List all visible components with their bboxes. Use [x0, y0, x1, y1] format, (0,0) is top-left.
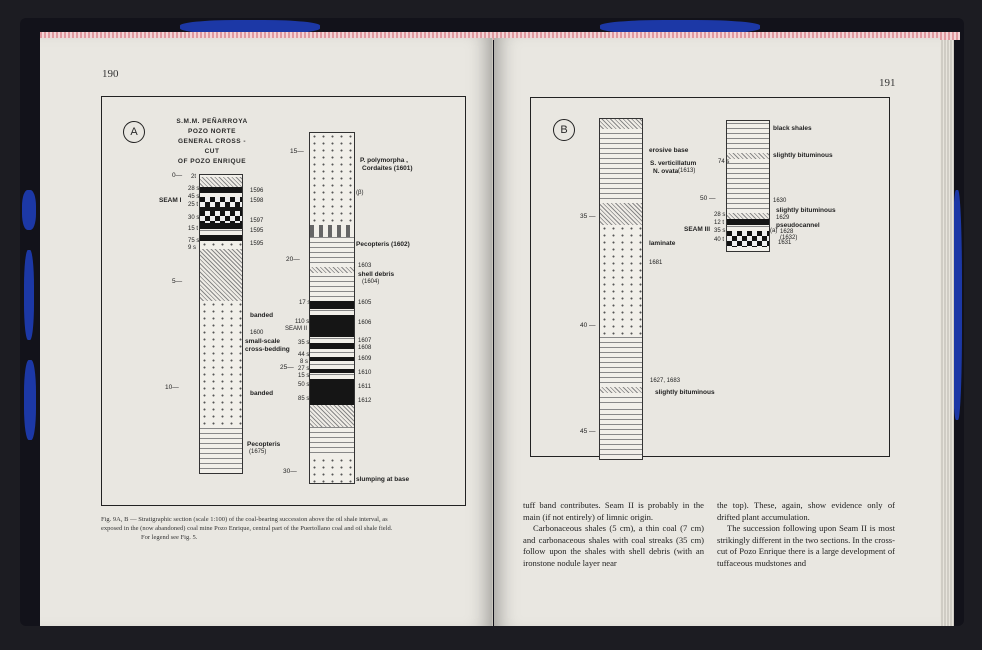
annotation: slightly bituminous: [776, 207, 836, 214]
thickness-label: 44 s: [298, 352, 310, 358]
sample-code: 1681: [649, 260, 663, 266]
sample-code: 1630: [773, 198, 787, 204]
text-column-2: the top). These, again, show evidence only of drifted plant accumulation. The succession following upon Seam II is most strikingly different in the two sections. In the cross-cut of Pozo Enrique there is a large development of tuffaceous mudstones and: [717, 500, 895, 568]
sample-code: 1598: [250, 198, 264, 204]
marbled-endpaper: [22, 190, 36, 230]
annotation: Pecopteris: [247, 441, 281, 448]
sample-code: 1629: [776, 215, 790, 221]
thickness-label: 35 s: [298, 340, 310, 346]
annotation: 1603: [358, 263, 372, 269]
depth-tick: 10—: [165, 384, 179, 391]
annotation: erosive base: [649, 147, 689, 154]
thickness-label: 27 s: [298, 366, 310, 372]
strat-column-b1: [599, 118, 643, 460]
strat-column-a2: [309, 132, 355, 484]
sample-code: 1606: [358, 320, 372, 326]
depth-tick: 5—: [172, 278, 183, 285]
depth-tick: 40 —: [580, 322, 596, 329]
thickness-label: (a): [770, 228, 778, 234]
thickness-label: 85 s: [298, 396, 310, 402]
page-edge-right: [940, 40, 954, 626]
thickness-label: 74 s: [718, 159, 730, 165]
thickness-label: 75 s: [188, 238, 200, 244]
annotation: banded: [250, 312, 274, 319]
strat-column-b2: [726, 120, 770, 252]
depth-tick: 30—: [283, 468, 297, 475]
thickness-label: 110 s: [295, 319, 310, 325]
sample-code: 1595: [250, 228, 264, 234]
sample-code: (1613): [678, 168, 696, 174]
annotation: slightly bituminous: [773, 152, 833, 159]
thickness-label: 25 t: [188, 202, 199, 208]
sample-code: 1609: [358, 356, 372, 362]
marbled-endpaper: [24, 360, 36, 440]
thickness-label: 12 t: [714, 220, 725, 226]
thickness-label: 17 s: [299, 300, 311, 306]
thickness-label: 45 s: [188, 194, 200, 200]
sample-code: 1610: [358, 370, 372, 376]
annotation: shell debris: [358, 271, 395, 278]
page-number-right: 191: [879, 77, 896, 89]
annotation: Pecopteris (1602): [356, 241, 410, 248]
thickness-label: 8 s: [300, 359, 309, 365]
annotation: 1600: [250, 330, 264, 336]
annotation: laminate: [649, 240, 676, 247]
seam-label: SEAM II: [285, 326, 308, 332]
annotation: small-scale: [245, 338, 281, 345]
annotation: N. ovata: [653, 168, 679, 175]
figure-a-box: [101, 96, 466, 506]
figure-a-label: A: [123, 121, 145, 143]
thickness-label: 35 s: [714, 228, 726, 234]
annotation: (1675): [249, 449, 267, 455]
sample-code: 1631: [778, 240, 792, 246]
figure-b-label: B: [553, 119, 575, 141]
figure-caption: Fig. 9A, B — Stratigraphic section (scale 1:100) of the coal-bearing succession above the oil shale interval, as exposed in the (now abandoned) coal mine Pozo Enrique, central part of the Puertollano coal and oil shale field. For legend see Fig. 5.: [101, 516, 393, 542]
thickness-label: 15 t: [188, 226, 199, 232]
depth-tick: 15—: [290, 148, 304, 155]
annotation: slumping at base: [356, 476, 410, 483]
depth-tick: 50 —: [700, 195, 716, 202]
sample-code: 1597: [250, 218, 264, 224]
annotation: S. verticillatum: [650, 160, 697, 167]
sample-code: 1612: [358, 398, 372, 404]
annotation: (β): [356, 190, 364, 196]
sample-code: 1608: [358, 345, 372, 351]
annotation: banded: [250, 390, 274, 397]
sample-code: 1596: [250, 188, 264, 194]
text-column-1: tuff band contributes. Seam II is probably in the main (if not entirely) of limnic origin. Carbonaceous shales (5 cm), a thin coal (7 cm) and carbonaceous shales with coal streaks (35 cm) follow upon the shales with shell debris (with an ironstone nodule layer near: [523, 500, 704, 568]
thickness-label: 30 s: [188, 215, 200, 221]
page-number-left: 190: [102, 68, 119, 80]
marbled-endpaper: [24, 250, 34, 340]
figure-b-box: [530, 97, 890, 457]
annotation: cross-bedding: [245, 346, 290, 353]
annotation: slightly bituminous: [655, 389, 715, 396]
annotation: Cordaites (1601): [362, 165, 413, 172]
sample-code: 1605: [358, 300, 372, 306]
annotation: pseudocannel: [776, 222, 820, 229]
thickness-label: 9 s: [188, 245, 197, 251]
thickness-label: 2t: [191, 174, 197, 180]
figure-a-title: S.M.M. PEÑARROYA POZO NORTE GENERAL CROSS - CUT OF POZO ENRIQUE: [176, 118, 248, 166]
sample-code: 1595: [250, 241, 264, 247]
sample-code: 1628: [780, 229, 794, 235]
sample-code: 1607: [358, 338, 372, 344]
depth-tick: 25—: [280, 364, 294, 371]
seam-label: SEAM I: [159, 197, 182, 204]
strat-column-a1: [199, 174, 243, 474]
sample-code: (1632): [780, 235, 798, 241]
thickness-label: 50 s: [298, 382, 310, 388]
depth-tick: 20—: [286, 256, 300, 263]
thickness-label: 28 s: [714, 212, 726, 218]
sample-code: 1627, 1683: [650, 378, 681, 384]
annotation: P. polymorpha ,: [360, 157, 408, 164]
sample-code: 1611: [358, 384, 371, 390]
depth-tick: 45 —: [580, 428, 596, 435]
depth-tick: 0—: [172, 172, 183, 179]
depth-tick: 35 —: [580, 213, 596, 220]
thickness-label: 40 t: [714, 237, 725, 243]
annotation: (1604): [362, 279, 380, 285]
thickness-label: 15 s: [298, 373, 310, 379]
thickness-label: 28 s: [188, 186, 200, 192]
seam-label: SEAM III: [684, 226, 711, 233]
annotation: black shales: [773, 125, 812, 132]
